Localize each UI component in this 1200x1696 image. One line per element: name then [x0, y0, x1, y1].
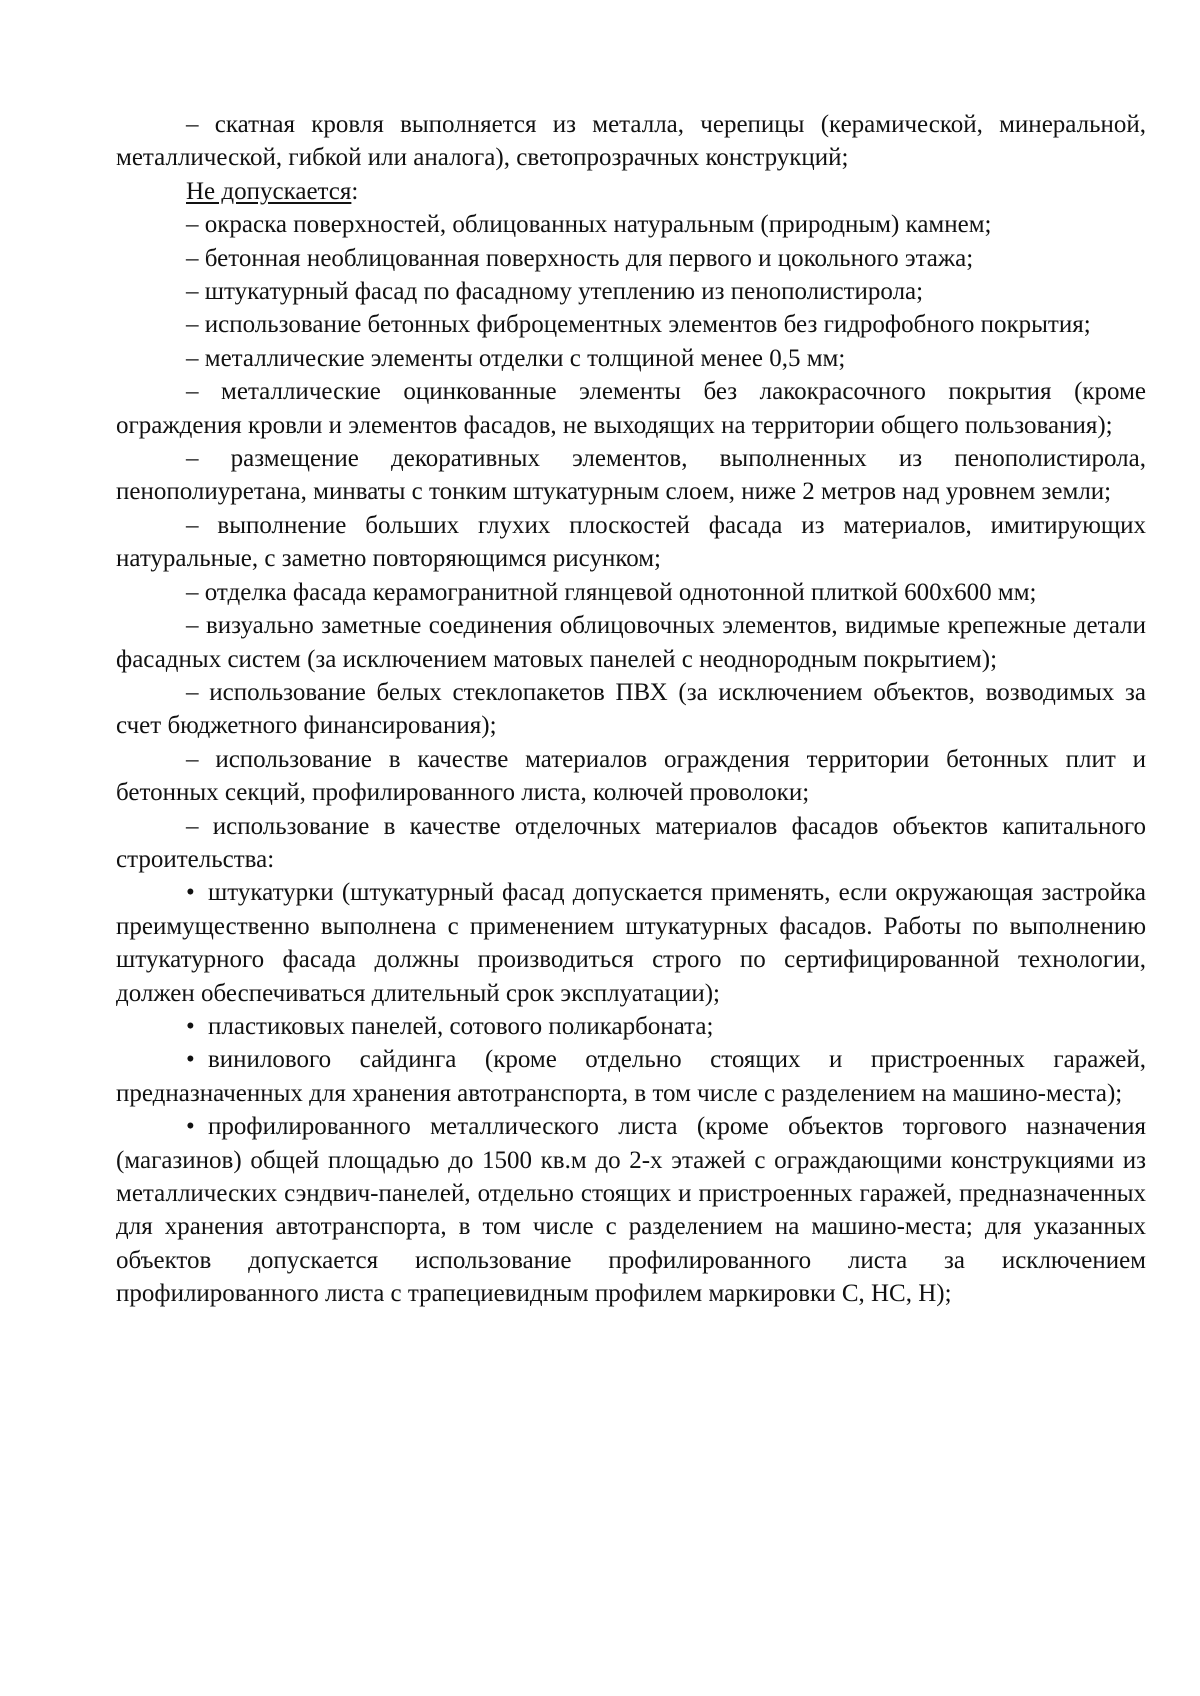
restriction-item: – размещение декоративных элементов, выполненных из пенополистирола, пенополиуретана, минваты с тонким штукатурным слоем, ниже 2 метров над уровнем земли; [116, 445, 1146, 506]
bullet-item [116, 1110, 1146, 1310]
restriction-item: – металлические элементы отделки с толщиной менее 0,5 мм; [186, 344, 846, 372]
restriction-item: – визуально заметные соединения облицовочных элементов, видимые крепежные детали фасадных систем (за исключением матовых панелей с неоднородным покрытием); [116, 612, 1146, 673]
not-allowed-label: Не допускается [186, 177, 352, 205]
bullet-icon: • [186, 1012, 195, 1040]
restriction-item: – использование в качестве отделочных материалов фасадов объектов капитального строительства: [116, 812, 1146, 873]
bullet-icon: • [186, 1046, 195, 1074]
restriction-item: – использование бетонных фиброцементных элементов без гидрофобного покрытия; [186, 311, 1091, 339]
bullet-text: профилированного металлического листа (кроме объектов торгового назначения (магазинов) общей площадью до 1500 кв.м до 2-х этажей с ограждающими конструкциями из металлических сэндвич-панелей, отдельно стоящих и пристроенных гаражей, предназначенных для хранения автотранспорта, в том числе с разделением на машино-места; для указанных объектов допускается использование профилированного листа за исключением профилированного листа с трапециевидным профилем маркировки С, НС, Н); [116, 1113, 1146, 1308]
not-allowed-colon: : [351, 177, 359, 205]
paragraph-pitched-roof: – скатная кровля выполняется из металла, черепицы (керамической, минеральной, металлической, гибкой или аналога), светопрозрачных конструкций; [116, 111, 1146, 172]
bullet-icon: • [186, 879, 195, 907]
restriction-item: – окраска поверхностей, облицованных натуральным (природным) камнем; [186, 211, 992, 239]
bullet-item [116, 1043, 1146, 1110]
not-allowed-heading [116, 175, 1146, 208]
restriction-item: – использование в качестве материалов ограждения территории бетонных плит и бетонных секций, профилированного листа, колючей проволоки; [116, 745, 1146, 807]
restriction-item: – металлические оцинкованные элементы без лакокрасочного покрытия (кроме ограждения кровли и элементов фасадов, не выходящих на территории общего пользования); [116, 378, 1146, 439]
bullet-item [116, 1010, 1146, 1043]
restriction-item: – отделка фасада керамогранитной глянцевой однотонной плиткой 600х600 мм; [186, 578, 1037, 606]
bullet-item [116, 876, 1146, 1010]
document-page [116, 108, 1146, 1311]
bullet-icon: • [186, 1113, 195, 1141]
restriction-item: – выполнение больших глухих плоскостей фасада из материалов, имитирующих натуральные, с заметно повторяющимся рисунком; [116, 511, 1146, 573]
bullet-text: винилового сайдинга (кроме отдельно стоящих и пристроенных гаражей, предназначенных для хранения автотранспорта, в том числе с разделением на машино-места); [116, 1046, 1146, 1107]
restriction-item: – использование белых стеклопакетов ПВХ (за исключением объектов, возводимых за счет бюджетного финансирования); [116, 678, 1146, 740]
restriction-item: – штукатурный фасад по фасадному утеплению из пенополистирола; [186, 278, 924, 306]
restriction-item: – бетонная необлицованная поверхность для первого и цокольного этажа; [186, 244, 974, 272]
bullet-text: штукатурки (штукатурный фасад допускается применять, если окружающая застройка преимущественно выполнена с применением штукатурных фасадов. Работы по выполнению штукатурного фасада должны производиться строго по сертифицированной технологии, должен обеспечиваться длительный срок эксплуатации); [116, 879, 1146, 1007]
bullet-text: пластиковых панелей, сотового поликарбоната; [208, 1012, 714, 1040]
